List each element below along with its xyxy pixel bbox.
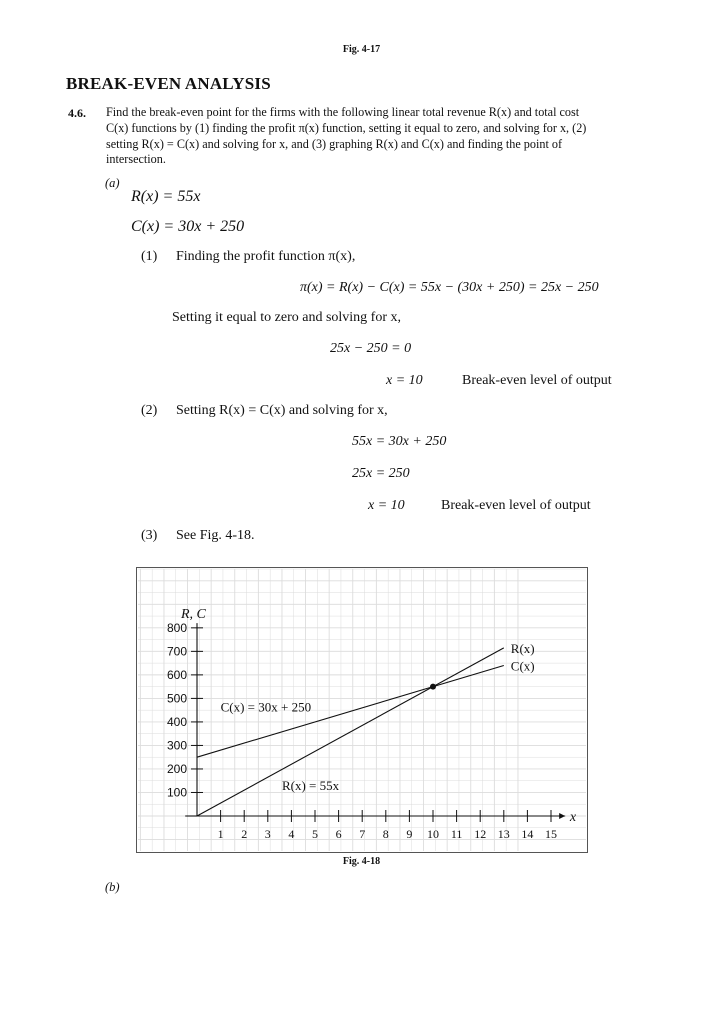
step3-label: (3) <box>141 528 158 543</box>
x-tick-label: 6 <box>335 827 342 841</box>
x-tick-label: 15 <box>545 827 557 841</box>
x-tick-label: 14 <box>521 827 534 841</box>
x-tick-label: 8 <box>382 827 389 841</box>
revenue-equation-label: R(x) = 55x <box>281 778 340 794</box>
profit-equation: π(x) = R(x) − C(x) = 55x − (30x + 250) = 25x − 250 <box>300 280 599 295</box>
x-tick-label: 9 <box>406 827 413 841</box>
y-tick-label: 100 <box>166 785 187 800</box>
part-b-label: (b) <box>105 880 120 894</box>
figure-top-caption: Fig. 4-17 <box>342 44 381 55</box>
cost-equation: C(x) = 30x + 250 <box>131 218 245 235</box>
step2-text: Setting R(x) = C(x) and solving for x, <box>176 403 388 418</box>
x-tick-label: 13 <box>497 827 510 841</box>
step3-text: See Fig. 4-18. <box>176 528 255 543</box>
revenue-equation: R(x) = 55x <box>131 188 201 205</box>
statement-line: intersection. <box>106 152 166 167</box>
step1-label: (1) <box>141 249 158 264</box>
y-tick-label: 700 <box>166 644 187 659</box>
figure-bottom-caption: Fig. 4-18 <box>342 856 381 867</box>
revenue-legend-label: R(x) <box>510 640 535 656</box>
x-tick-label: 1 <box>217 827 224 841</box>
y-axis-label: R, C <box>181 607 206 623</box>
step2-solution: x = 10 <box>368 498 405 513</box>
cost-legend-label: C(x) <box>510 658 535 674</box>
x-tick-label: 2 <box>241 827 248 841</box>
x-axis-label: x <box>569 810 577 825</box>
step2-eq2: 25x = 250 <box>352 466 410 481</box>
statement-line: C(x) functions by (1) finding the profit π(x) function, setting it equal to zero, and solving for x, (2) <box>106 120 587 135</box>
statement-line: Find the break-even point for the firms with the following linear total revenue R(x) and total cost <box>106 105 580 119</box>
x-tick-label: 11 <box>450 827 463 841</box>
x-tick-label: 4 <box>288 827 295 841</box>
step1-solution-note: Break-even level of output <box>462 373 612 388</box>
step1-solution: x = 10 <box>386 373 423 388</box>
problem-statement <box>106 105 646 168</box>
y-tick-label: 500 <box>166 691 187 706</box>
y-tick-label: 200 <box>166 761 187 776</box>
statement-line: setting R(x) = C(x) and solving for x, and (3) graphing R(x) and C(x) and finding the point of <box>106 136 563 151</box>
step1-text: Finding the profit function π(x), <box>176 249 356 264</box>
x-tick-label: 3 <box>264 827 271 841</box>
x-tick-label: 7 <box>359 827 366 841</box>
x-tick-label: 10 <box>427 827 439 841</box>
section-title: BREAK-EVEN ANALYSIS <box>66 74 271 93</box>
break-even-chart <box>136 567 588 853</box>
step2-eq1: 55x = 30x + 250 <box>352 434 447 449</box>
cost-equation-label: C(x) = 30x + 250 <box>220 699 312 715</box>
step2-solution-note: Break-even level of output <box>441 498 591 513</box>
part-a-label: (a) <box>105 176 120 190</box>
step2-label: (2) <box>141 403 158 418</box>
y-tick-label: 800 <box>166 620 187 635</box>
break-even-point <box>430 684 436 690</box>
x-tick-label: 12 <box>474 827 487 841</box>
y-tick-label: 600 <box>166 667 187 682</box>
step1-setting-text: Setting it equal to zero and solving for x, <box>172 310 402 325</box>
y-tick-label: 400 <box>166 714 187 729</box>
step1-eq-zero: 25x − 250 = 0 <box>330 341 412 356</box>
y-tick-label: 300 <box>166 738 187 753</box>
problem-number: 4.6. <box>68 106 86 120</box>
x-tick-label: 5 <box>312 827 318 841</box>
